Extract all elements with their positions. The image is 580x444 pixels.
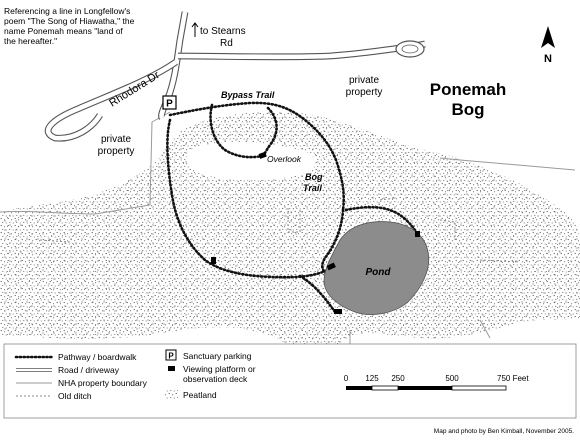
private-property-w-line2: property <box>97 146 135 157</box>
legend-road-label: Road / driveway <box>58 365 119 375</box>
legend-peatland-label: Peatland <box>183 390 217 400</box>
to-stearns-line2: Rd <box>220 38 233 49</box>
viewing-platform-icon[interactable] <box>334 309 342 314</box>
note-line3: name Ponemah means "land of <box>4 26 123 36</box>
map-credit: Map and photo by Ben Kimball, November 2005. <box>433 428 574 435</box>
legend <box>4 344 576 418</box>
legend-parking-label: Sanctuary parking <box>183 351 252 361</box>
north-label: N <box>544 53 552 65</box>
legend-ditch-label: Old ditch <box>58 391 92 401</box>
scale-tick-0: 0 <box>343 374 349 383</box>
viewing-platform-icon[interactable] <box>211 257 216 264</box>
pond-label: Pond <box>365 267 391 278</box>
private-property-ne-line1: private <box>348 75 380 86</box>
legend-parking-letter: P <box>168 351 174 361</box>
parking-letter: P <box>166 98 173 110</box>
to-stearns-line1: to Stearns <box>200 26 246 37</box>
bypass-trail-label: Bypass Trail <box>221 90 275 100</box>
viewing-platform-icon[interactable] <box>415 231 420 237</box>
parking-icon[interactable] <box>163 96 176 110</box>
map-title-line2: Bog <box>451 100 485 119</box>
legend-viewing-line2: observation deck <box>183 374 248 384</box>
note-line1: Referencing a line in Longfellow's <box>4 6 131 16</box>
up-arrow-icon <box>192 23 198 37</box>
map-title-line1: Ponemah <box>429 80 507 99</box>
scale-tick-125: 125 <box>365 374 379 383</box>
note-line2: poem "The Song of Hiawatha," the <box>4 16 135 26</box>
legend-boundary-label: NHA property boundary <box>58 378 147 388</box>
bog-trail-label-line2: Trail <box>303 183 322 193</box>
legend-viewing-line1: Viewing platform or <box>183 364 256 374</box>
north-arrow-icon <box>541 26 555 65</box>
legend-peatland-icon <box>165 390 178 399</box>
private-property-w-line1: private <box>100 134 132 145</box>
legend-viewing-platform-icon <box>168 366 175 371</box>
road-label-rhodora: Rhodora Dr <box>107 69 162 110</box>
scale-tick-250: 250 <box>391 374 405 383</box>
private-property-ne-line2: property <box>345 87 383 98</box>
note-line4: the hereafter." <box>4 36 58 46</box>
scale-tick-500: 500 <box>445 374 459 383</box>
overlook-label: Overlook <box>267 154 302 164</box>
bog-trail-label-line1: Bog <box>305 172 323 182</box>
scale-tick-750: 750 Feet <box>497 374 529 383</box>
legend-pathway-label: Pathway / boardwalk <box>58 352 137 362</box>
